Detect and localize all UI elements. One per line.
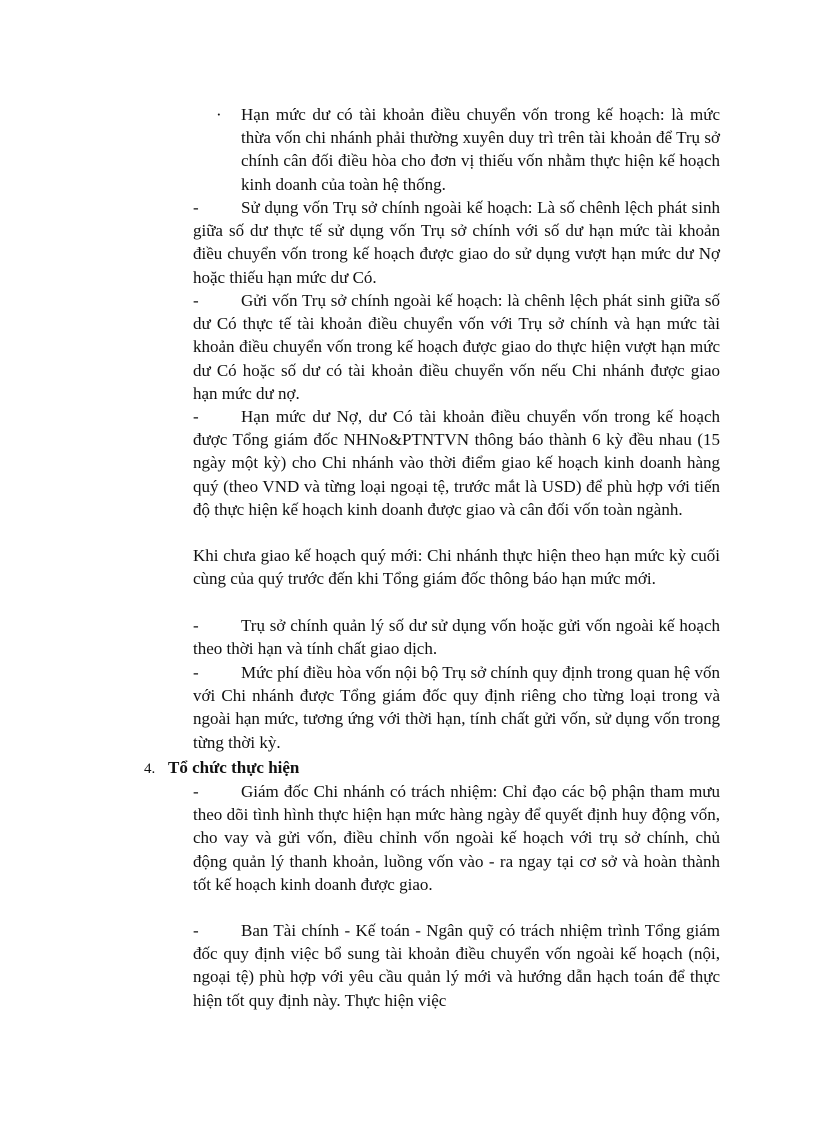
paragraph-text: Hạn mức dư Nợ, dư Có tài khoản điều chuyển vốn trong kế hoạch được Tổng giám đốc NHNo&PTNTVN thông báo thành 6 kỳ đều nhau (15 ngày một kỳ) cho Chi nhánh vào thời điểm giao kế hoạch kinh doanh hàng quý (theo VND và từng loại ngoại tệ, trước mắt là USD) để phù hợp với tiến độ thực hiện kế hoạch kinh doanh được giao và cân đối vốn toàn ngành. <box>193 407 720 519</box>
dash-marker: - <box>193 198 199 217</box>
paragraph-text: Khi chưa giao kế hoạch quý mới: Chi nhánh thực hiện theo hạn mức kỳ cuối cùng của quý trước đến khi Tổng giám đốc thông báo hạn mức mới. <box>193 546 720 589</box>
paragraph-3 <box>193 405 720 521</box>
dash-marker: - <box>193 663 199 682</box>
paragraph-text: Trụ sở chính quản lý số dư sử dụng vốn hoặc gửi vốn ngoài kế hoạch theo thời hạn và tính chất giao dịch. <box>193 616 720 659</box>
section-title: Tổ chức thực hiện <box>168 758 300 777</box>
bullet-mark: · <box>216 105 222 124</box>
paragraph-text: Giám đốc Chi nhánh có trách nhiệm: Chỉ đạo các bộ phận tham mưu theo dõi tình hình thực hiện hạn mức hàng ngày để quyết định huy động vốn, cho vay và gửi vốn, điều chỉnh vốn ngoài kế hoạch với trụ sở chính, chủ động quản lý thanh khoản, luồng vốn vào - ra ngay tại cơ sở và hoàn thành tốt kế hoạch kinh doanh được giao. <box>193 782 720 894</box>
dash-marker: - <box>193 782 199 801</box>
paragraph-4 <box>193 544 720 590</box>
paragraph-1 <box>193 196 720 289</box>
section4-paragraph-2 <box>193 919 720 1012</box>
section-heading <box>144 756 299 781</box>
section4-paragraph-1 <box>193 780 720 896</box>
paragraph-5 <box>193 614 720 660</box>
paragraph-text: Sử dụng vốn Trụ sở chính ngoài kế hoạch: Là số chênh lệch phát sinh giữa số dư thực tế sử dụng vốn Trụ sở chính với số dư hạn mức tài khoản điều chuyển vốn trong kế hoạch được giao do sử dụng vượt hạn mức dư Nợ hoặc thiếu hạn mức dư Có. <box>193 198 720 287</box>
paragraph-text: Mức phí điều hòa vốn nội bộ Trụ sở chính quy định trong quan hệ vốn với Chi nhánh được Tổng giám đốc quy định riêng cho từng loại trong và ngoài hạn mức, tương ứng với thời hạn, tính chất gửi vốn, sử dụng vốn trong từng thời kỳ. <box>193 663 720 752</box>
bullet-paragraph: Hạn mức dư có tài khoản điều chuyển vốn trong kế hoạch: là mức thừa vốn chi nhánh phải thường xuyên duy trì trên tài khoản để Trụ sở chính cân đối điều hòa cho đơn vị thiếu vốn nhằm thực hiện kế hoạch kinh doanh của toàn hệ thống. <box>241 105 720 194</box>
paragraph-text: Ban Tài chính - Kế toán - Ngân quỹ có trách nhiệm trình Tổng giám đốc quy định việc bổ sung tài khoản điều chuyển vốn ngoài kế hoạch (nội, ngoại tệ) phù hợp với yêu cầu quản lý mới và hướng dẫn hạch toán để thực hiện tốt quy định này. Thực hiện việc <box>193 921 720 1010</box>
dash-marker: - <box>193 407 199 426</box>
dash-marker: - <box>193 616 199 635</box>
dash-marker: - <box>193 291 199 310</box>
paragraph-text: Gửi vốn Trụ sở chính ngoài kế hoạch: là chênh lệch phát sinh giữa số dư Có thực tế tài khoản điều chuyển vốn với Trụ sở chính và hạn mức tài khoản điều chuyển vốn trong kế hoạch được giao do thực hiện vượt hạn mức dư Có hoặc số dư có tài khoản điều chuyển vốn nếu Chi nhánh được giao hạn mức dư nợ. <box>193 291 720 403</box>
paragraph-6 <box>193 661 720 754</box>
dash-marker: - <box>193 921 199 940</box>
section-number: 4. <box>144 761 156 777</box>
paragraph-2 <box>193 289 720 405</box>
